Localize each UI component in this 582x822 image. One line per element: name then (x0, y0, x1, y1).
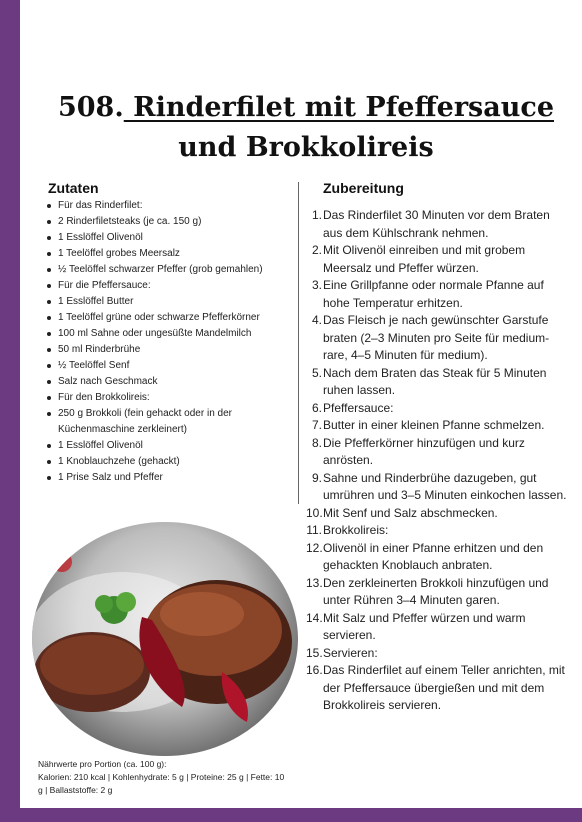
title-text-1: Rinderfilet mit Pfeffersauce (123, 92, 554, 123)
step-text: Den zerkleinerten Brokkoli hinzufügen und unter Rühren 3–4 Minuten garen. (323, 575, 549, 607)
step-number: 5. (311, 365, 322, 380)
title-line-2: und Brokkolireis (178, 132, 434, 163)
ingredient-item: 100 ml Sahne oder ungesüßte Mandelmilch (46, 326, 286, 342)
preparation-step (306, 470, 572, 505)
step-text: Die Pfefferkörner hinzufügen und kurz anrösten. (323, 435, 525, 467)
step-text: Das Rinderfilet 30 Minuten vor dem Braten aus dem Kühlschrank nehmen. (323, 208, 550, 240)
step-text: Brokkolireis: (323, 523, 389, 537)
ingredient-item: ½ Teelöffel schwarzer Pfeffer (grob gemahlen) (46, 262, 286, 278)
recipe-title (30, 88, 582, 168)
ingredient-item: 1 Teelöffel grobes Meersalz (46, 246, 286, 262)
ingredient-item: 1 Prise Salz und Pfeffer (46, 470, 286, 486)
nutrition-info (38, 758, 290, 797)
nutrition-heading: Nährwerte pro Portion (ca. 100 g): (38, 759, 167, 769)
ingredient-item: 1 Esslöffel Olivenöl (46, 438, 286, 454)
preparation-step (306, 207, 572, 242)
step-text: Das Fleisch je nach gewünschter Garstufe braten (2–3 Minuten pro Seite für medium-rare, 4–5 Minuten für medium). (323, 313, 550, 362)
step-number: 9. (311, 470, 322, 485)
ingredients-list (46, 198, 286, 486)
ingredient-item: 1 Knoblauchzehe (gehackt) (46, 454, 286, 470)
step-text: Servieren: (323, 645, 378, 660)
preparation-step (306, 522, 572, 540)
step-number: 2. (311, 243, 322, 257)
preparation-step (306, 505, 572, 523)
step-text: Pfeffersauce: (323, 400, 394, 415)
step-number: 12. (306, 540, 323, 555)
step-number: 13. (306, 575, 323, 590)
step-text: Das Rinderfilet auf einem Teller anrichten, mit der Pfeffersauce übergießen und mit dem Brokkolireis servieren. (323, 663, 565, 712)
step-number: 15. (306, 645, 323, 660)
step-number: 4. (311, 313, 322, 327)
step-text: Mit Senf und Salz abschmecken. (323, 505, 498, 520)
preparation-step (306, 435, 572, 470)
ingredient-item: ½ Teelöffel Senf (46, 358, 286, 374)
step-number: 8. (311, 435, 322, 450)
ingredient-item: Für das Rinderfilet: (46, 198, 286, 214)
title-line-1 (30, 88, 582, 128)
step-number: 6. (311, 400, 322, 415)
ingredient-item: 2 Rinderfiletsteaks (je ca. 150 g) (46, 214, 286, 230)
step-number: 10. (306, 505, 323, 520)
preparation-heading: Zubereitung (323, 180, 404, 196)
ingredient-item: 1 Esslöffel Olivenöl (46, 230, 286, 246)
ingredient-item: 50 ml Rinderbrühe (46, 342, 286, 358)
step-text: Butter in einer kleinen Pfanne schmelzen. (323, 418, 545, 432)
bottom-accent-bar (0, 808, 582, 822)
ingredient-item: Salz nach Geschmack (46, 374, 286, 390)
preparation-step (306, 540, 572, 575)
ingredient-item: Für den Brokkolireis: (46, 390, 286, 406)
step-number: 7. (311, 418, 322, 432)
nutrition-values: Kalorien: 210 kcal | Kohlenhydrate: 5 g | Proteine: 25 g | Fette: 10 g | Ballaststoffe: 2 g (38, 772, 285, 795)
preparation-step (306, 662, 572, 715)
ingredient-item: Für die Pfeffersauce: (46, 278, 286, 294)
step-text: Sahne und Rinderbrühe dazugeben, gut umrühren und 3–5 Minuten einkochen lassen. (323, 470, 567, 502)
preparation-step (306, 242, 572, 277)
step-text: Mit Olivenöl einreiben und mit grobem Meersalz und Pfeffer würzen. (323, 243, 526, 275)
preparation-step (306, 610, 572, 645)
dish-photo (32, 522, 298, 756)
step-text: Eine Grillpfanne oder normale Pfanne auf hohe Temperatur erhitzen. (323, 278, 544, 310)
preparation-step (306, 417, 572, 435)
ingredient-item: 1 Esslöffel Butter (46, 294, 286, 310)
preparation-steps (306, 207, 572, 715)
step-number: 14. (306, 610, 323, 625)
recipe-number: 508. (57, 92, 124, 123)
preparation-step (306, 365, 572, 400)
preparation-step (306, 277, 572, 312)
step-number: 3. (311, 278, 322, 292)
step-text: Olivenöl in einer Pfanne erhitzen und den gehackten Knoblauch anbraten. (323, 540, 544, 572)
ingredients-heading: Zutaten (48, 180, 99, 196)
step-text: Mit Salz und Pfeffer würzen und warm servieren. (323, 610, 526, 642)
preparation-step (306, 312, 572, 365)
step-number: 1. (311, 208, 322, 222)
step-text: Nach dem Braten das Steak für 5 Minuten ruhen lassen. (323, 365, 547, 397)
step-number: 16. (306, 663, 323, 677)
column-divider (298, 182, 299, 504)
preparation-step (306, 400, 572, 418)
step-number: 11. (306, 523, 322, 537)
preparation-step (306, 575, 572, 610)
ingredient-item: 250 g Brokkoli (fein gehackt oder in der Küchenmaschine zerkleinert) (46, 406, 286, 438)
preparation-step (306, 645, 572, 663)
left-accent-bar (0, 0, 20, 822)
steak-image (32, 522, 298, 756)
ingredient-item: 1 Teelöffel grüne oder schwarze Pfefferkörner (46, 310, 286, 326)
